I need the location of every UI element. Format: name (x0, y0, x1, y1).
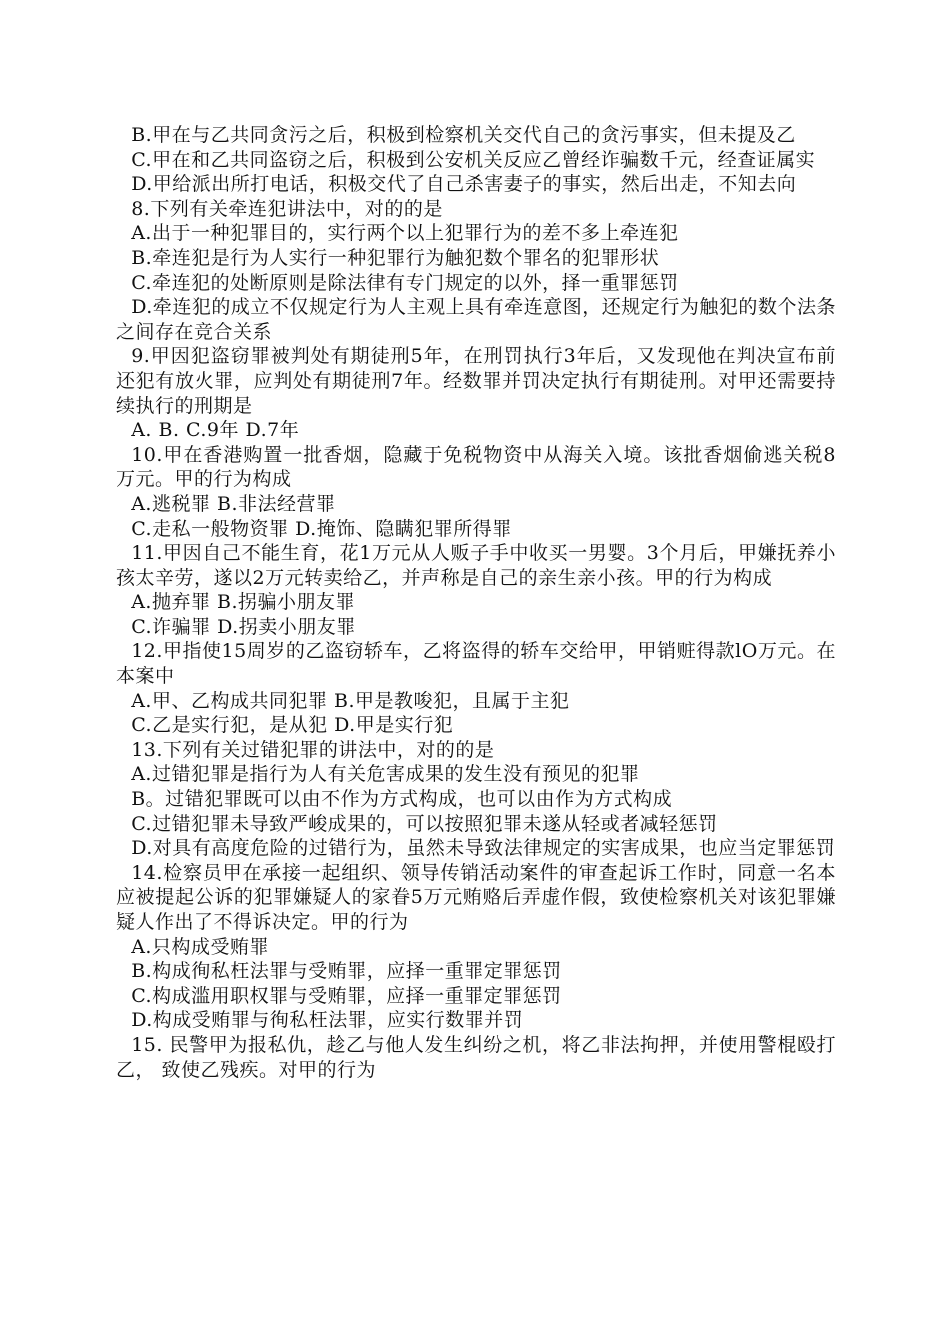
option-14c: C.构成滥用职权罪与受贿罪，应择一重罪定罪惩罚 (131, 984, 562, 1007)
document-body (116, 123, 836, 1082)
options-12-ab: A.甲、乙构成共同犯罪 B.甲是教唆犯，且属于主犯 (131, 689, 570, 712)
question-14: 14.检察员甲在承接一起组织、领导传销活动案件的审查起诉工作时，同意一名本应被提起公诉的犯罪嫌疑人的家眷5万元贿赂后弄虚作假，致使检察机关对该犯罪嫌疑人作出了不得诉决定。甲的行为 (116, 861, 836, 933)
question-15: 15. 民警甲为报私仇，趁乙与他人发生纠纷之机，将乙非法拘押，并使用警棍殴打乙， 致使乙残疾。对甲的行为 (116, 1033, 836, 1081)
options-10-cd: C.走私一般物资罪 D.掩饰、隐瞒犯罪所得罪 (131, 517, 512, 540)
option-13a: A.过错犯罪是指行为人有关危害成果的发生没有预见的犯罪 (131, 763, 640, 786)
question-13: 13.下列有关过错犯罪的讲法中，对的的是 (131, 738, 495, 761)
options-11-ab: A.抛弃罪 B.拐骗小朋友罪 (131, 591, 355, 614)
paragraph-7d: D.甲给派出所打电话，积极交代了自己杀害妻子的事实，然后出走，不知去向 (131, 173, 797, 196)
question-12: 12.甲指使15周岁的乙盗窃轿车，乙将盗得的轿车交给甲，甲销赃得款lO万元。在本案中 (116, 640, 836, 688)
option-13b: B。过错犯罪既可以由不作为方式构成，也可以由作为方式构成 (131, 788, 673, 811)
option-14b: B.构成徇私枉法罪与受贿罪，应择一重罪定罪惩罚 (131, 960, 562, 983)
option-13c: C.过错犯罪未导致严峻成果的，可以按照犯罪未遂从轻或者减轻惩罚 (131, 812, 718, 835)
options-12-cd: C.乙是实行犯，是从犯 D.甲是实行犯 (131, 714, 454, 737)
options-11-cd: C.诈骗罪 D.拐卖小朋友罪 (131, 615, 356, 638)
option-8b: B.牵连犯是行为人实行一种犯罪行为触犯数个罪名的犯罪形状 (131, 246, 660, 269)
question-11: 11.甲因自己不能生育，花1万元从人贩子手中收买一男婴。3个月后，甲嫌抚养小孩太辛劳，遂以2万元转卖给乙，并声称是自己的亲生亲小孩。甲的行为构成 (116, 542, 836, 589)
paragraph-7b: B.甲在与乙共同贪污之后，积极到检察机关交代自己的贪污事实，但未提及乙 (131, 124, 796, 146)
option-13d: D.对具有高度危险的过错行为，虽然未导致法律规定的实害成果，也应当定罪惩罚 (131, 837, 836, 860)
option-8c: C.牵连犯的处断原则是除法律有专门规定的以外，择一重罪惩罚 (131, 271, 679, 294)
question-8: 8.下列有关牵连犯讲法中，对的的是 (131, 197, 443, 220)
option-14a: A.只构成受贿罪 (131, 935, 269, 958)
option-8a: A.出于一种犯罪目的，实行两个以上犯罪行为的差不多上牵连犯 (131, 222, 679, 245)
question-10: 10.甲在香港购置一批香烟，隐藏于免税物资中从海关入境。该批香烟偷逃关税8万元。甲的行为构成 (116, 443, 836, 491)
question-9: 9.甲因犯盗窃罪被判处有期徒刑5年，在刑罚执行3年后，又发现他在判决宣布前还犯有放火罪，应判处有期徒刑7年。经数罪并罚决定执行有期徒刑。对甲还需要持续执行的刑期是 (116, 345, 836, 417)
options-9: A. B. C.9年 D.7年 (131, 419, 300, 442)
paragraph-7c: C.甲在和乙共同盗窃之后，积极到公安机关反应乙曾经诈骗数千元，经查证属实 (131, 148, 816, 171)
option-8d: D.牵连犯的成立不仅规定行为人主观上具有牵连意图，还规定行为触犯的数个法条之间存在竞合关系 (116, 296, 836, 343)
options-10-ab: A.逃税罪 B.非法经营罪 (131, 492, 336, 515)
option-14d: D.构成受贿罪与徇私枉法罪，应实行数罪并罚 (131, 1009, 524, 1032)
